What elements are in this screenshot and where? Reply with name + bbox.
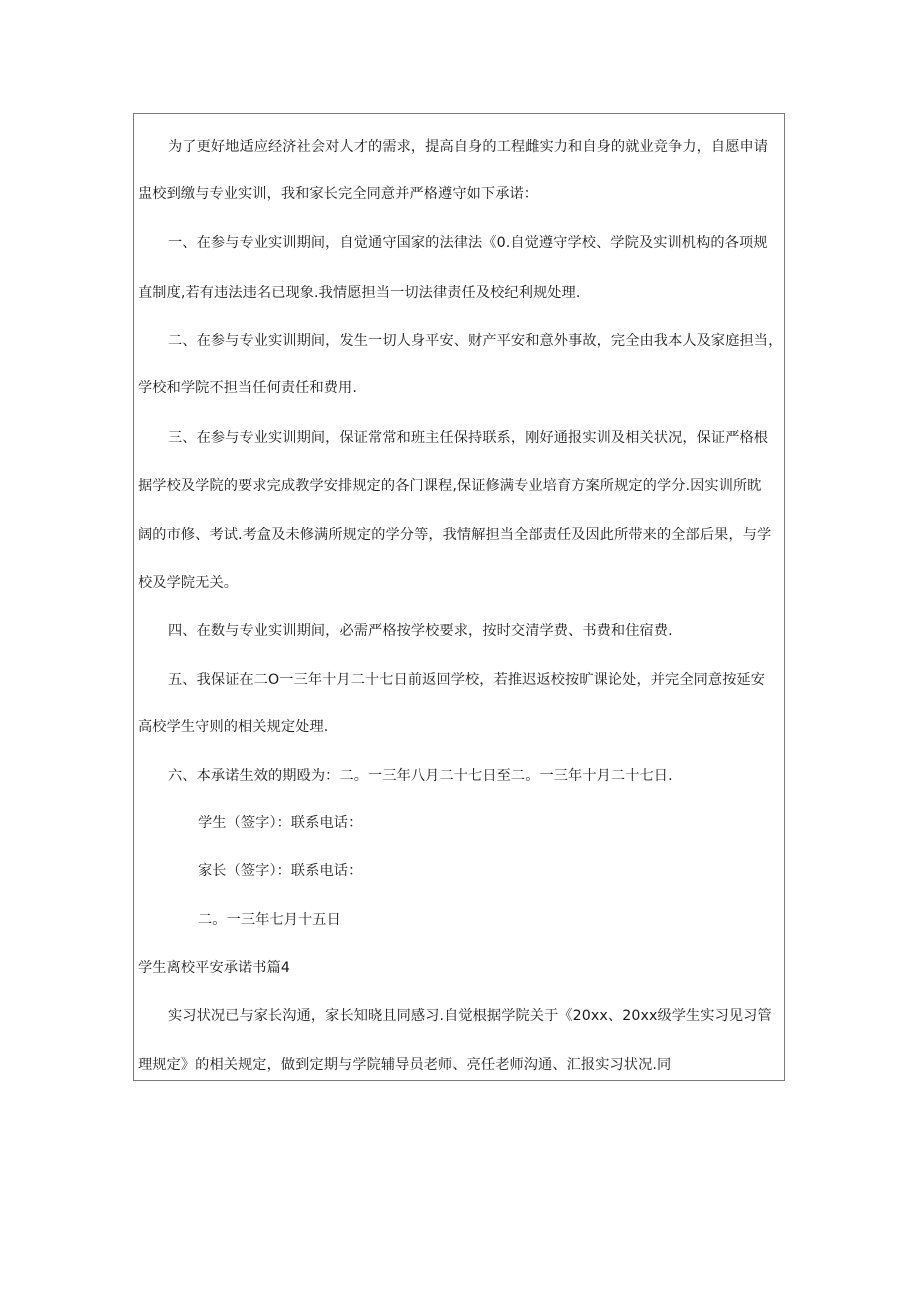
parent-signature-line: 家长（签字）：联系电话： (198, 863, 363, 879)
intro-line-2: 盅校到缴与专业实训，我和家长完全同意并严格遵守如下承诺： (138, 186, 539, 202)
item-4-line-1: 四、在数与专业实训期间，必需严格按学校要求，按时交清学费、书费和住宿费. (168, 623, 673, 639)
item-5-line-2: 高校学生守则的相关规定处理. (138, 719, 329, 735)
section4-line-1: 实习状况已与家长沟通，家长知晓且同感习.自觉根据学院关于《20xx、20xx级学生实习见习管 (168, 1008, 772, 1024)
item-2-line-1: 二、在参与专业实训期间，发生一切人身平安、财产平安和意外事故，完全由我本人及家庭担当， (168, 333, 783, 349)
item-2-line-2: 学校和学院不担当任何责任和费用. (138, 380, 357, 396)
signature-date: 二。一三年七月十五日 (198, 912, 341, 928)
item-3-line-4: 校及学院无关。 (138, 575, 239, 591)
item-3-line-3: 阔的市修、考试.考盒及未修满所规定的学分等，我情解担当全部责任及因此所带来的全部后果，与学 (138, 527, 772, 543)
intro-line-1: 为了更好地适应经济社会对人才的需求，提高自身的工程雌实力和自身的就业竞争力，自愿申请 (168, 139, 769, 155)
item-1-line-1: 一、在参与专业实训期间，自觉通守国家的法律法《0.自觉遵守学校、学院及实训机构的各项规 (168, 235, 768, 251)
item-3-line-1: 三、在参与专业实训期间，保证常常和班主任保持联系，刚好通报实训及相关状况，保证严格根 (168, 430, 769, 446)
item-5-line-1: 五、我保证在二O一三年十月二十七日前返回学校，若推迟返校按旷课论处，并完全同意按延安 (168, 672, 766, 688)
section-title: 学生离校平安承诺书篇4 (138, 960, 291, 976)
student-signature-line: 学生（签字）：联系电话： (198, 815, 363, 831)
item-3-line-2: 据学校及学院的要求完成教学安排规定的各门课程,保证修满专业培育方案所规定的学分.因实训所眈 (138, 478, 762, 494)
item-1-line-2: 直制度,若有违法违名已现象.我情愿担当一切法律责任及校纪利规处理. (138, 285, 581, 301)
document-frame (133, 113, 785, 1081)
item-6-line-1: 六、本承诺生效的期殴为：二。一三年八月二十七日至二。一三年十月二十七日. (168, 768, 673, 784)
section4-line-2: 理规定》的相关规定，做到定期与学院辅导员老师、亮任老师沟通、汇报实习状况.同 (138, 1057, 672, 1073)
